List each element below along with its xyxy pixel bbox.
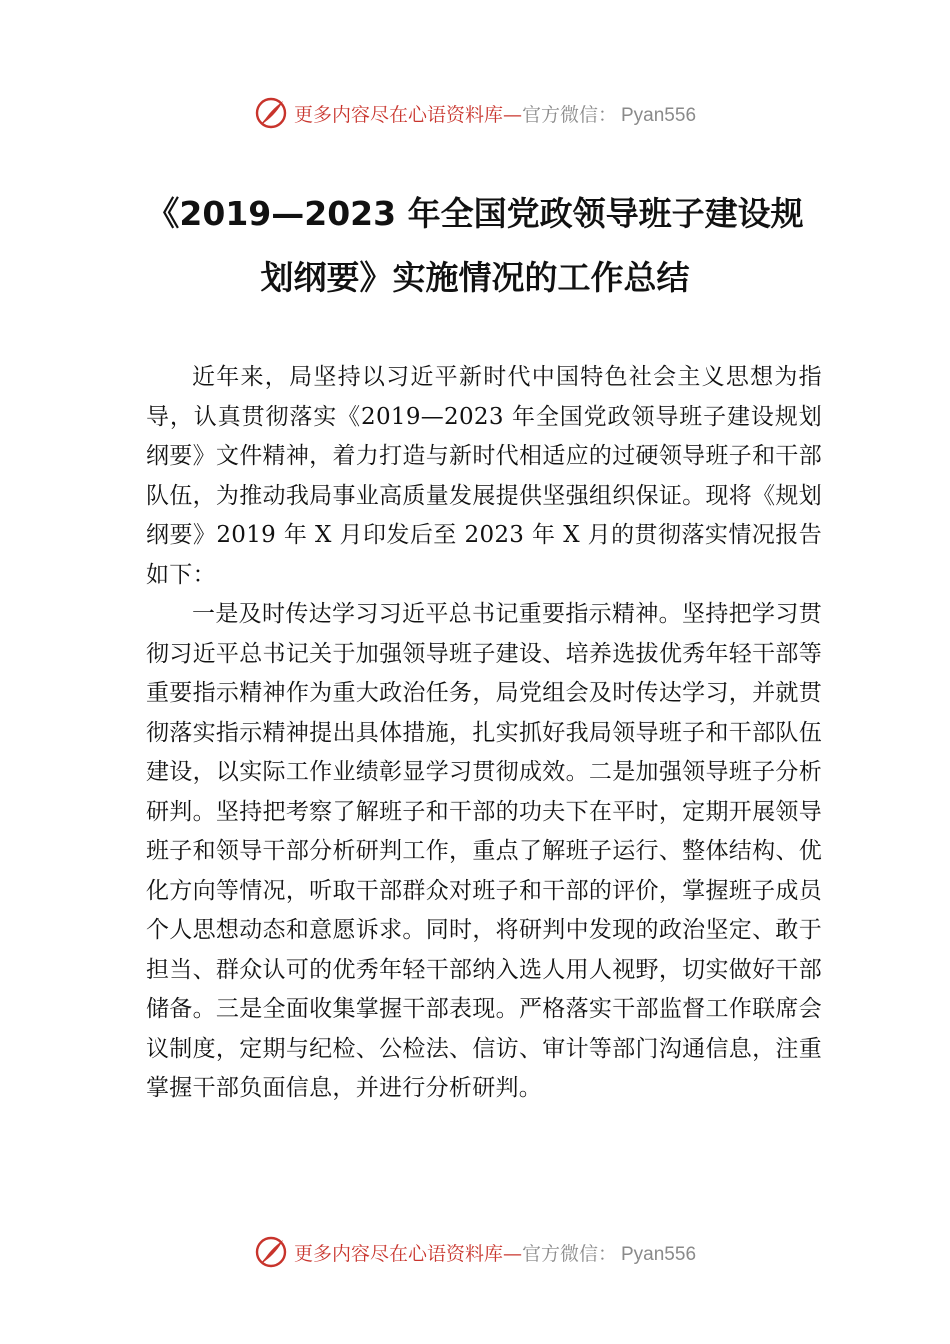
banner-slogan: 更多内容尽在心语资料库— xyxy=(293,103,522,126)
quill-pen-logo-icon xyxy=(254,96,288,130)
footer-banner xyxy=(0,1232,950,1272)
header-banner xyxy=(0,93,950,133)
banner-text xyxy=(294,1239,696,1266)
banner-wechat-label: 官方微信： xyxy=(521,103,617,126)
title-line-2: 划纲要》实施情况的工作总结 xyxy=(260,258,690,297)
banner-slogan: 更多内容尽在心语资料库— xyxy=(293,1242,522,1265)
paragraph-intro: 近年来，局坚持以习近平新时代中国特色社会主义思想为指导，认真贯彻落实《2019—2023 年全国党政领导班子建设规划纲要》文件精神，着力打造与新时代相适应的过硬领导班子和干部队伍，为推动我局事业高质量发展提供坚强组织保证。现将《规划纲要》2019 年 X 月印发后至 2023 年 X 月的贯彻落实情况报告如下： xyxy=(146,364,822,588)
title-line-1: 《2019—2023 年全国党政领导班子建设规 xyxy=(146,194,804,233)
quill-pen-logo-icon xyxy=(254,1235,288,1269)
document-body xyxy=(146,358,822,1109)
document-title xyxy=(100,182,850,310)
banner-wechat-id: Pyan556 xyxy=(621,1243,697,1265)
paragraph-measures: 一是及时传达学习习近平总书记重要指示精神。坚持把学习贯彻习近平总书记关于加强领导班子建设、培养选拔优秀年轻干部等重要指示精神作为重大政治任务，局党组会及时传达学习，并就贯彻落实指示精神提出具体措施，扎实抓好我局领导班子和干部队伍建设，以实际工作业绩彰显学习贯彻成效。二是加强领导班子分析研判。坚持把考察了解班子和干部的功夫下在平时，定期开展领导班子和领导干部分析研判工作，重点了解班子运行、整体结构、优化方向等情况，听取干部群众对班子和干部的评价，掌握班子成员个人思想动态和意愿诉求。同时，将研判中发现的政治坚定、敢于担当、群众认可的优秀年轻干部纳入选人用人视野，切实做好干部储备。三是全面收集掌握干部表现。严格落实干部监督工作联席会议制度，定期与纪检、公检法、信访、审计等部门沟通信息，注重掌握干部负面信息，并进行分析研判。 xyxy=(146,601,822,1101)
banner-wechat-label: 官方微信： xyxy=(521,1242,617,1265)
banner-text xyxy=(294,100,696,127)
banner-wechat-id: Pyan556 xyxy=(621,104,697,126)
